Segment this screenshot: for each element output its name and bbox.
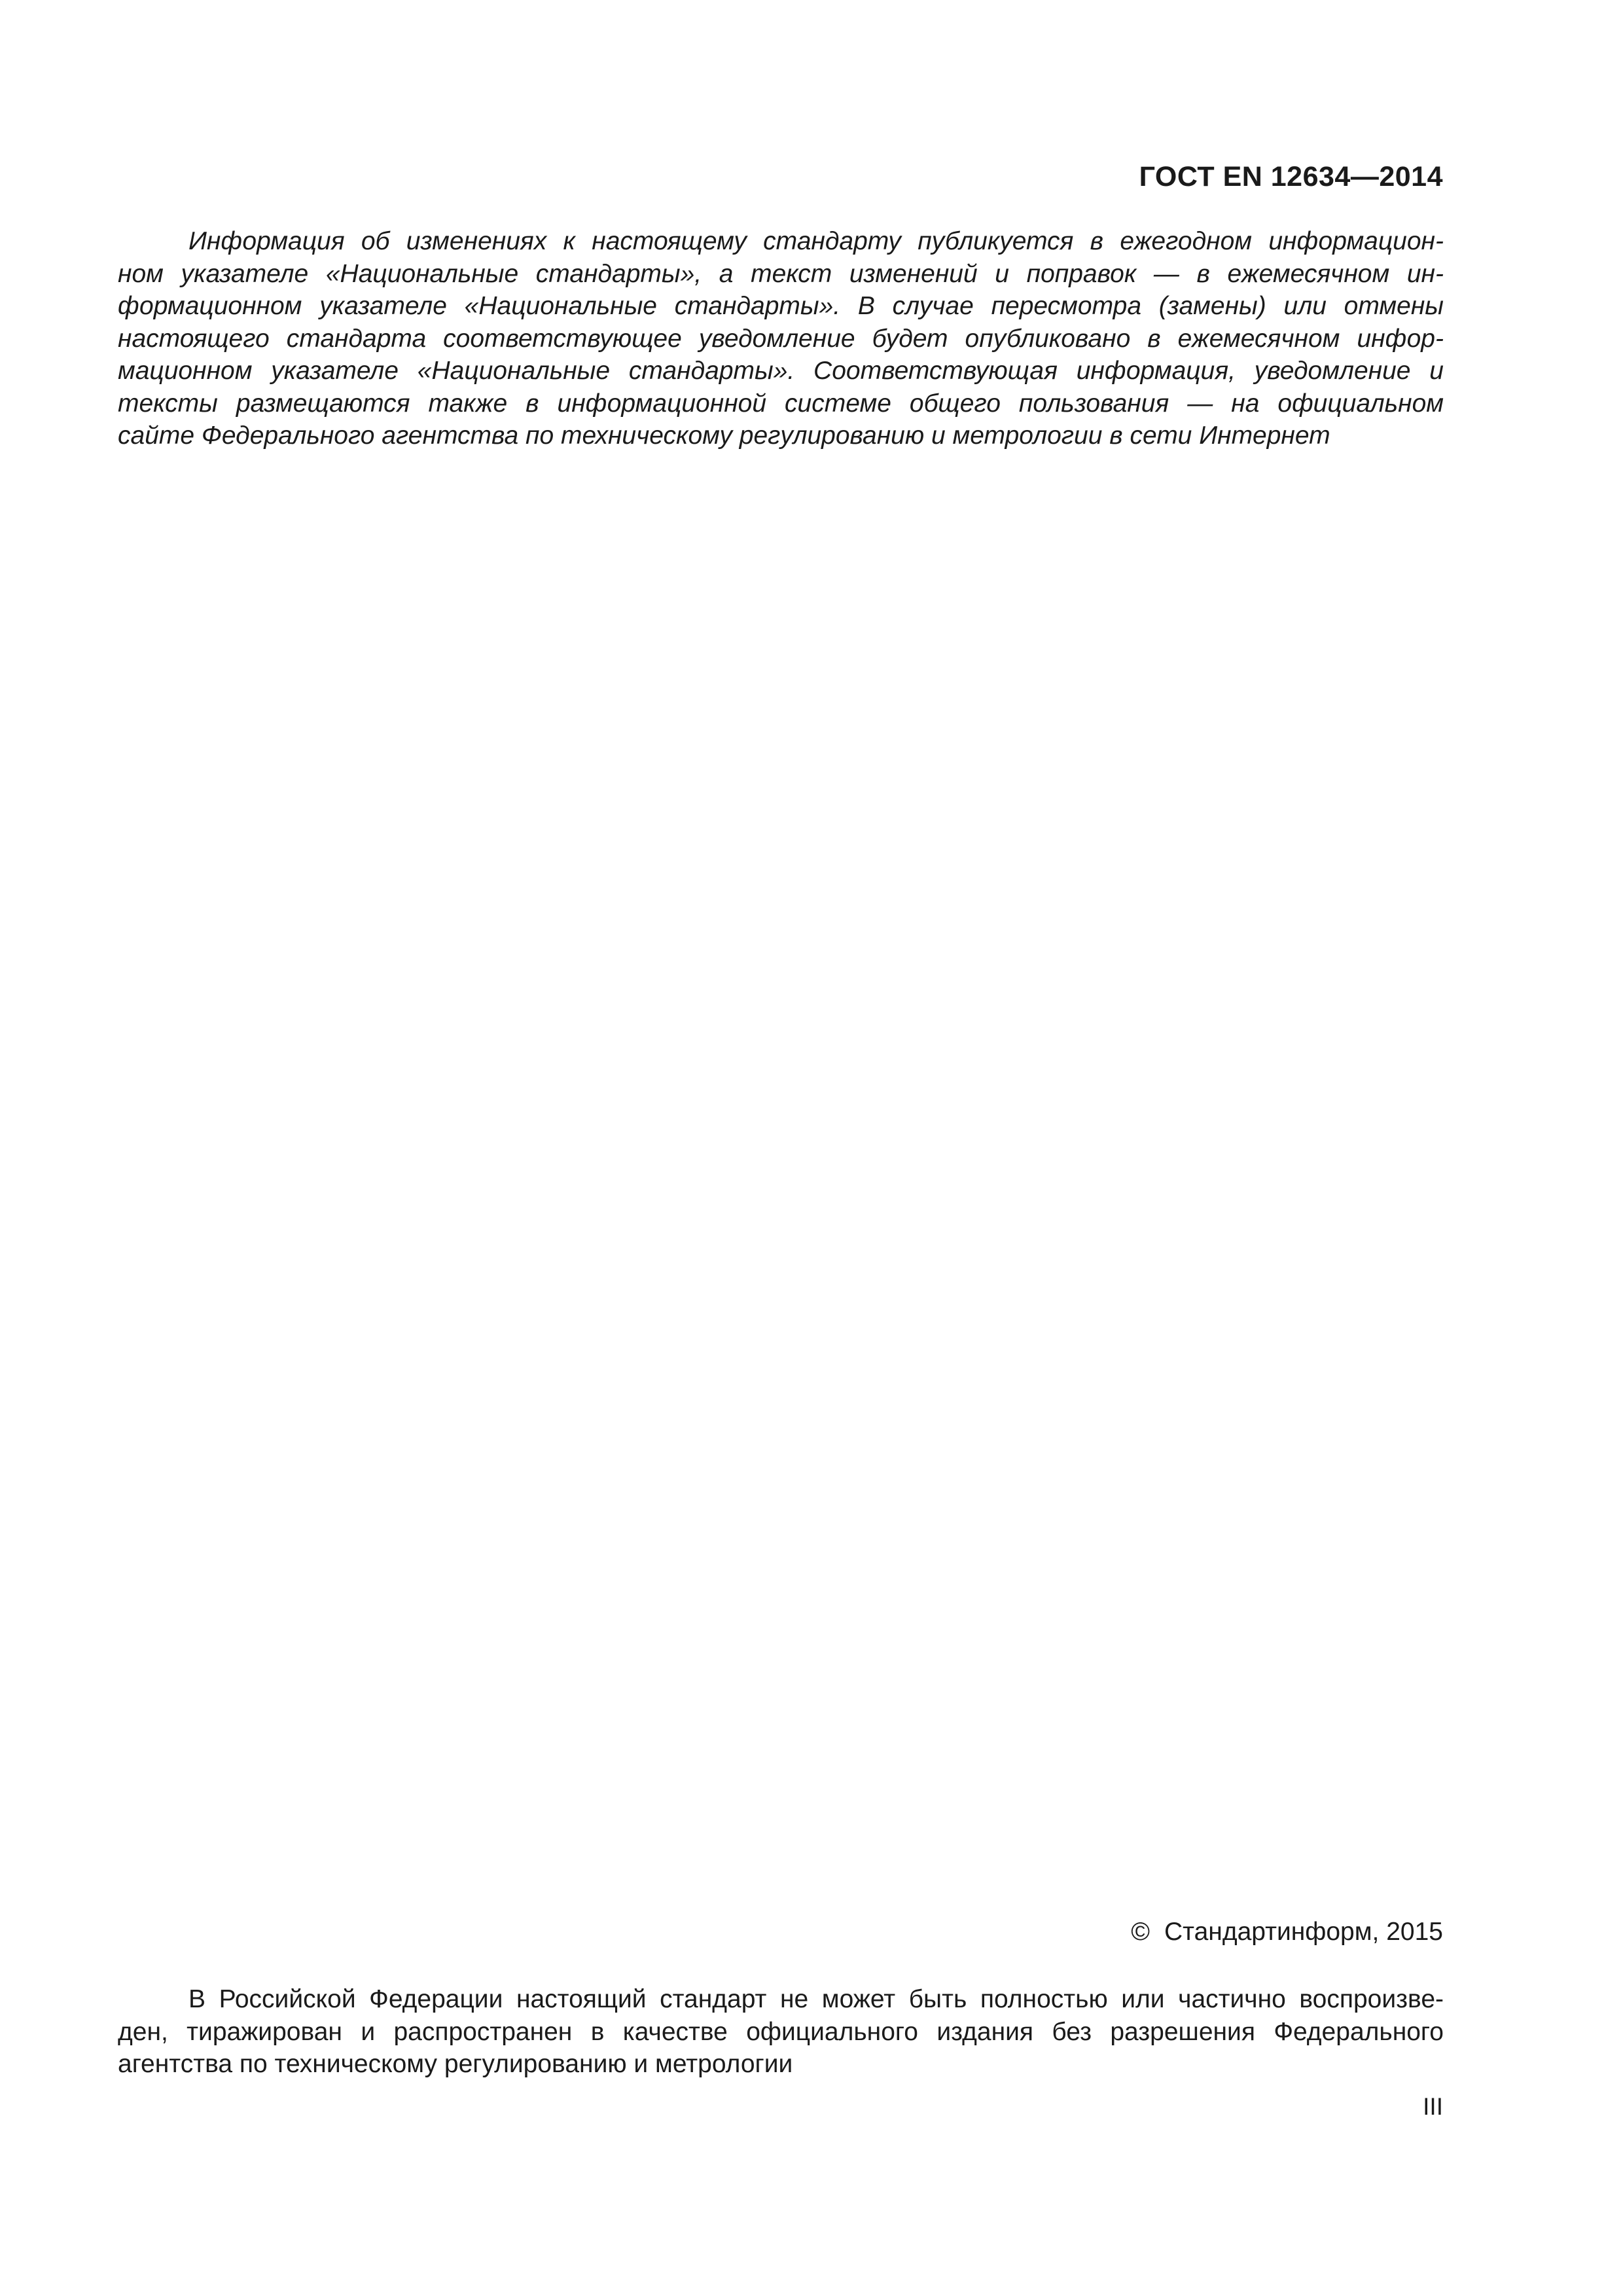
- info-line: формационном указателе «Национальные стандарты». В случае пересмотра (замены) или отмены: [118, 292, 1444, 320]
- page-number: III: [1423, 2093, 1443, 2120]
- rights-line: агентства по техническому регулированию и метрологии: [118, 2050, 793, 2078]
- rights-line: ден, тиражирован и распространен в качестве официального издания без разрешения Федерального: [118, 2017, 1444, 2046]
- rights-line: В Российской Федерации настоящий стандарт не может быть полностью или частично воспроизве-: [188, 1985, 1444, 2013]
- info-line: мационном указателе «Национальные стандарты». Соответствующая информация, уведомление и: [118, 357, 1444, 385]
- info-line: ном указателе «Национальные стандарты», а текст изменений и поправок — в ежемесячном ин-: [118, 259, 1444, 288]
- copyright-notice: [1131, 1918, 1443, 1946]
- copyright-text: Стандартинформ, 2015: [1164, 1918, 1443, 1946]
- copyright-icon: ©: [1131, 1918, 1150, 1946]
- document-code-header: ГОСТ EN 12634—2014: [1139, 161, 1443, 192]
- amendments-info-paragraph: [118, 225, 1444, 452]
- info-line: сайте Федерального агентства по техническому регулированию и метрологии в сети Интернет: [118, 422, 1330, 450]
- info-line: Информация об изменениях к настоящему стандарту публикуется в ежегодном информацион-: [188, 227, 1444, 255]
- info-line: настоящего стандарта соответствующее уведомление будет опубликовано в ежемесячном инфор-: [118, 324, 1444, 353]
- reproduction-rights-paragraph: [118, 1983, 1444, 2081]
- info-line: тексты размещаются также в информационной системе общего пользования — на официальном: [118, 389, 1444, 418]
